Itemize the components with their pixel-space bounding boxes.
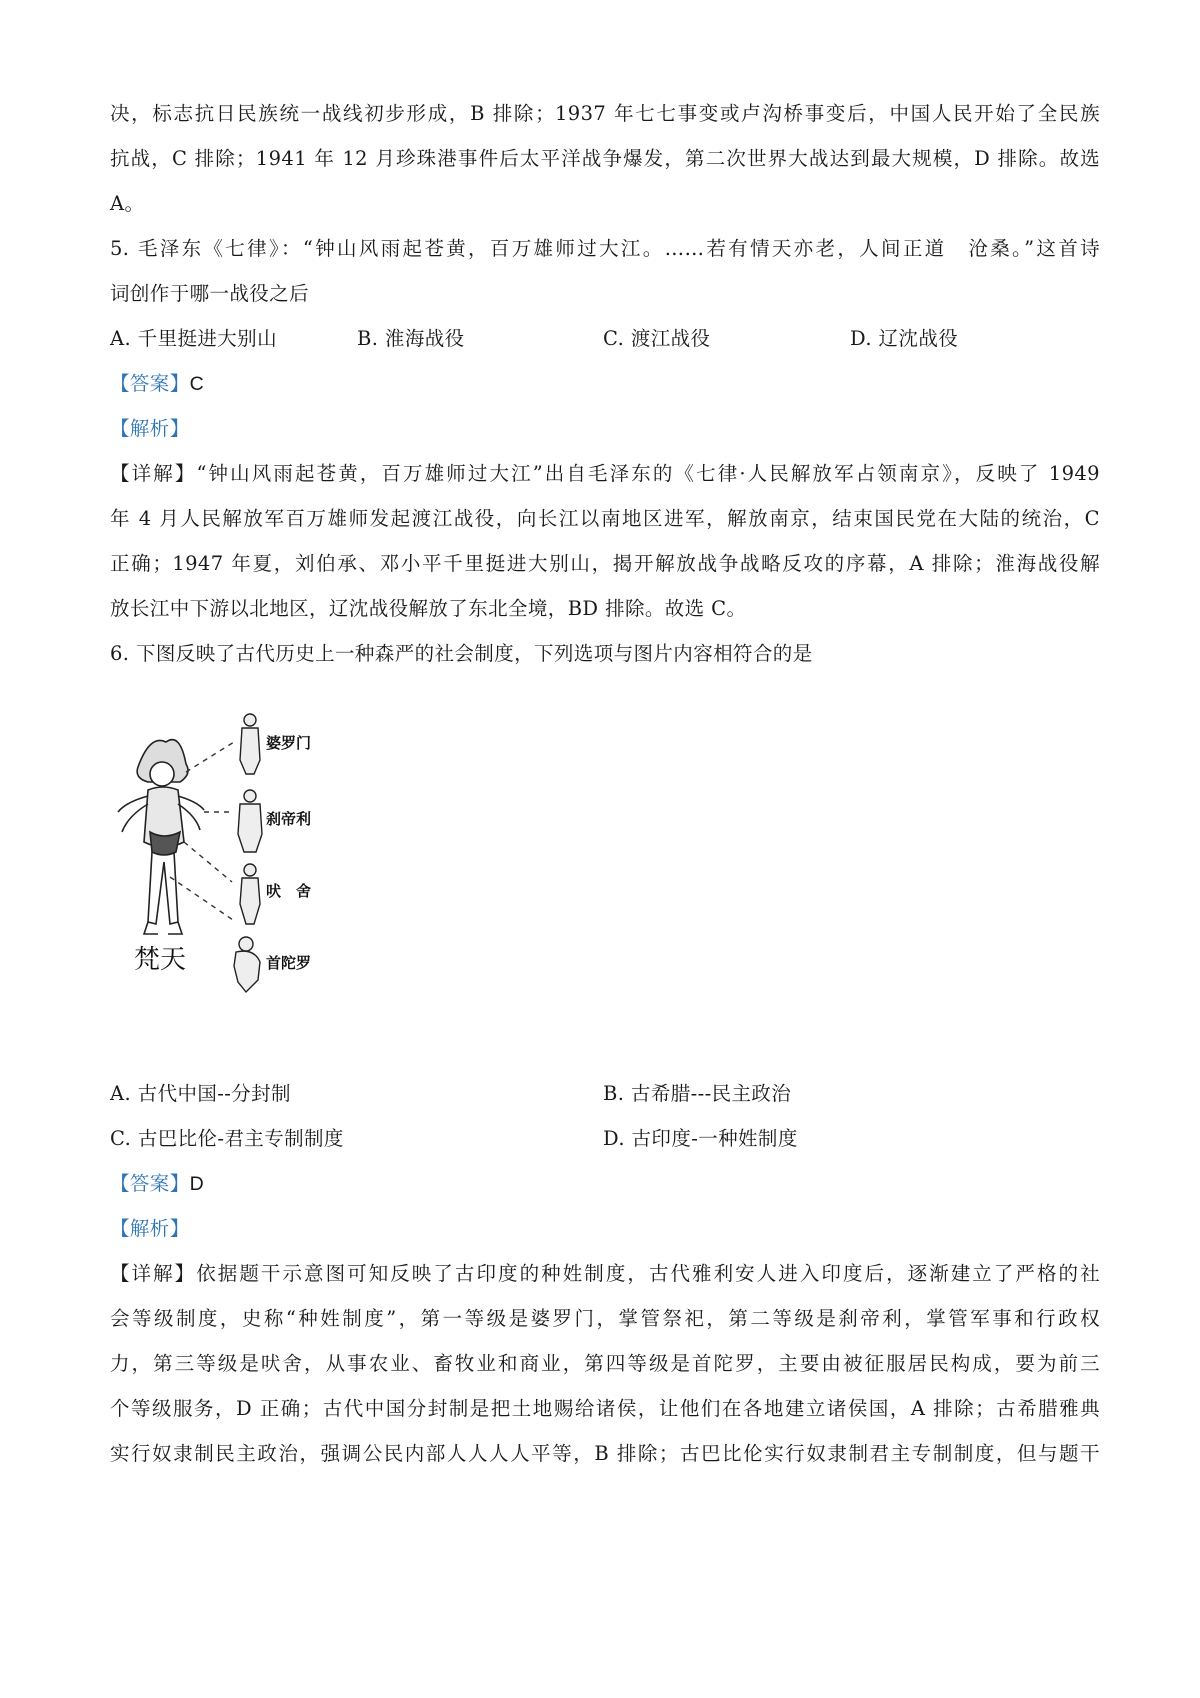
brahma-figure-icon [118,740,204,934]
q6-detail-line-5: 实行奴隶制民主政治，强调公民内部人人人人平等，B 排除；古巴比伦实行奴隶制君主专制制度，但与题干 [110,1442,1100,1465]
label-brahma: 梵天 [134,945,187,975]
q6-answer-value: D [189,1173,205,1195]
q5-option-c: C. 渡江战役 [603,327,711,350]
q6-detail-line-1: 【详解】依据题干示意图可知反映了古印度的种姓制度，古代雅利安人进入印度后，逐渐建立了严格的社 [110,1262,1100,1285]
q5-answer-value: C [189,373,205,395]
prev-explanation-line-2: 抗战，C 排除；1941 年 12 月珍珠港事件后太平洋战争爆发，第二次世界大战达到最大规模，D 排除。故选 [110,147,1100,170]
caste-system-figure [108,712,348,1042]
q6-detail-line-2: 会等级制度，史称“种姓制度”，第一等级是婆罗门，掌管祭祀，第二等级是刹帝利，掌管军事和行政权 [110,1307,1100,1330]
vaishya-figure-icon [240,864,260,924]
caste-system-illustration [108,712,348,1042]
q5-answer-tag: 【答案】 [110,372,190,395]
q6-detail-line-4: 个等级服务，D 正确；古代中国分封制是把土地赐给诸侯，让他们在各地建立诸侯国，A 排除；古希腊雅典 [110,1397,1100,1420]
q5-detail-line-3: 正确；1947 年夏，刘伯承、邓小平千里挺进大别山，揭开解放战争战略反攻的序幕，A 排除；淮海战役解 [110,552,1100,575]
q6-answer-row [110,1168,1100,1196]
q6-option-a: A. 古代中国--分封制 [110,1082,291,1105]
q6-analysis-tag: 【解析】 [110,1217,190,1240]
kshatriya-figure-icon [238,790,262,852]
prev-explanation-line-1: 决，标志抗日民族统一战线初步形成，B 排除；1937 年七七事变或卢沟桥事变后，中国人民开始了全民族 [110,102,1100,125]
q6-option-d: D. 古印度-一种姓制度 [603,1127,798,1150]
q5-detail-line-1: 【详解】“钟山风雨起苍黄，百万雄师过大江”出自毛泽东的《七律·人民解放军占领南京》，反映了 1949 [110,462,1100,485]
q6-detail-line-3: 力，第三等级是吠舍，从事农业、畜牧业和商业，第四等级是首陀罗，主要由被征服居民构成，要为前三 [110,1352,1100,1375]
q5-option-d: D. 辽沈战役 [850,327,959,350]
label-shudra: 首陀罗 [266,954,312,972]
q5-stem-line-1: 5. 毛泽东《七律》：“钟山风雨起苍黄，百万雄师过大江。……若有情天亦老，人间正道 沧桑。”这首诗 [110,237,1100,260]
q5-stem-line-2: 词创作于哪一战役之后 [110,282,310,305]
label-brahmin: 婆罗门 [266,734,312,752]
label-vaishya: 吠 舍 [266,882,312,900]
q5-option-b: B. 淮海战役 [357,327,465,350]
label-kshatriya: 刹帝利 [266,810,312,828]
caste-figures [234,714,262,992]
brahmin-figure-icon [240,714,260,774]
q6-option-c: C. 古巴比伦-君主专制制度 [110,1127,344,1150]
q5-answer-row [110,368,1100,396]
shudra-figure-icon [234,937,260,992]
q6-stem: 6. 下图反映了古代历史上一种森严的社会制度，下列选项与图片内容相符合的是 [110,642,813,665]
q5-option-a: A. 千里挺进大别山 [110,327,277,350]
q5-analysis-tag: 【解析】 [110,417,190,440]
prev-explanation-line-3: A。 [110,192,145,215]
q6-answer-tag: 【答案】 [110,1172,190,1195]
q6-option-b: B. 古希腊---民主政治 [603,1082,792,1105]
q5-detail-line-4: 放长江中下游以北地区，辽沈战役解放了东北全境，BD 排除。故选 C。 [110,597,747,620]
q5-detail-line-2: 年 4 月人民解放军百万雄师发起渡江战役，向长江以南地区进军，解放南京，结束国民党在大陆的统治，C [110,507,1100,530]
